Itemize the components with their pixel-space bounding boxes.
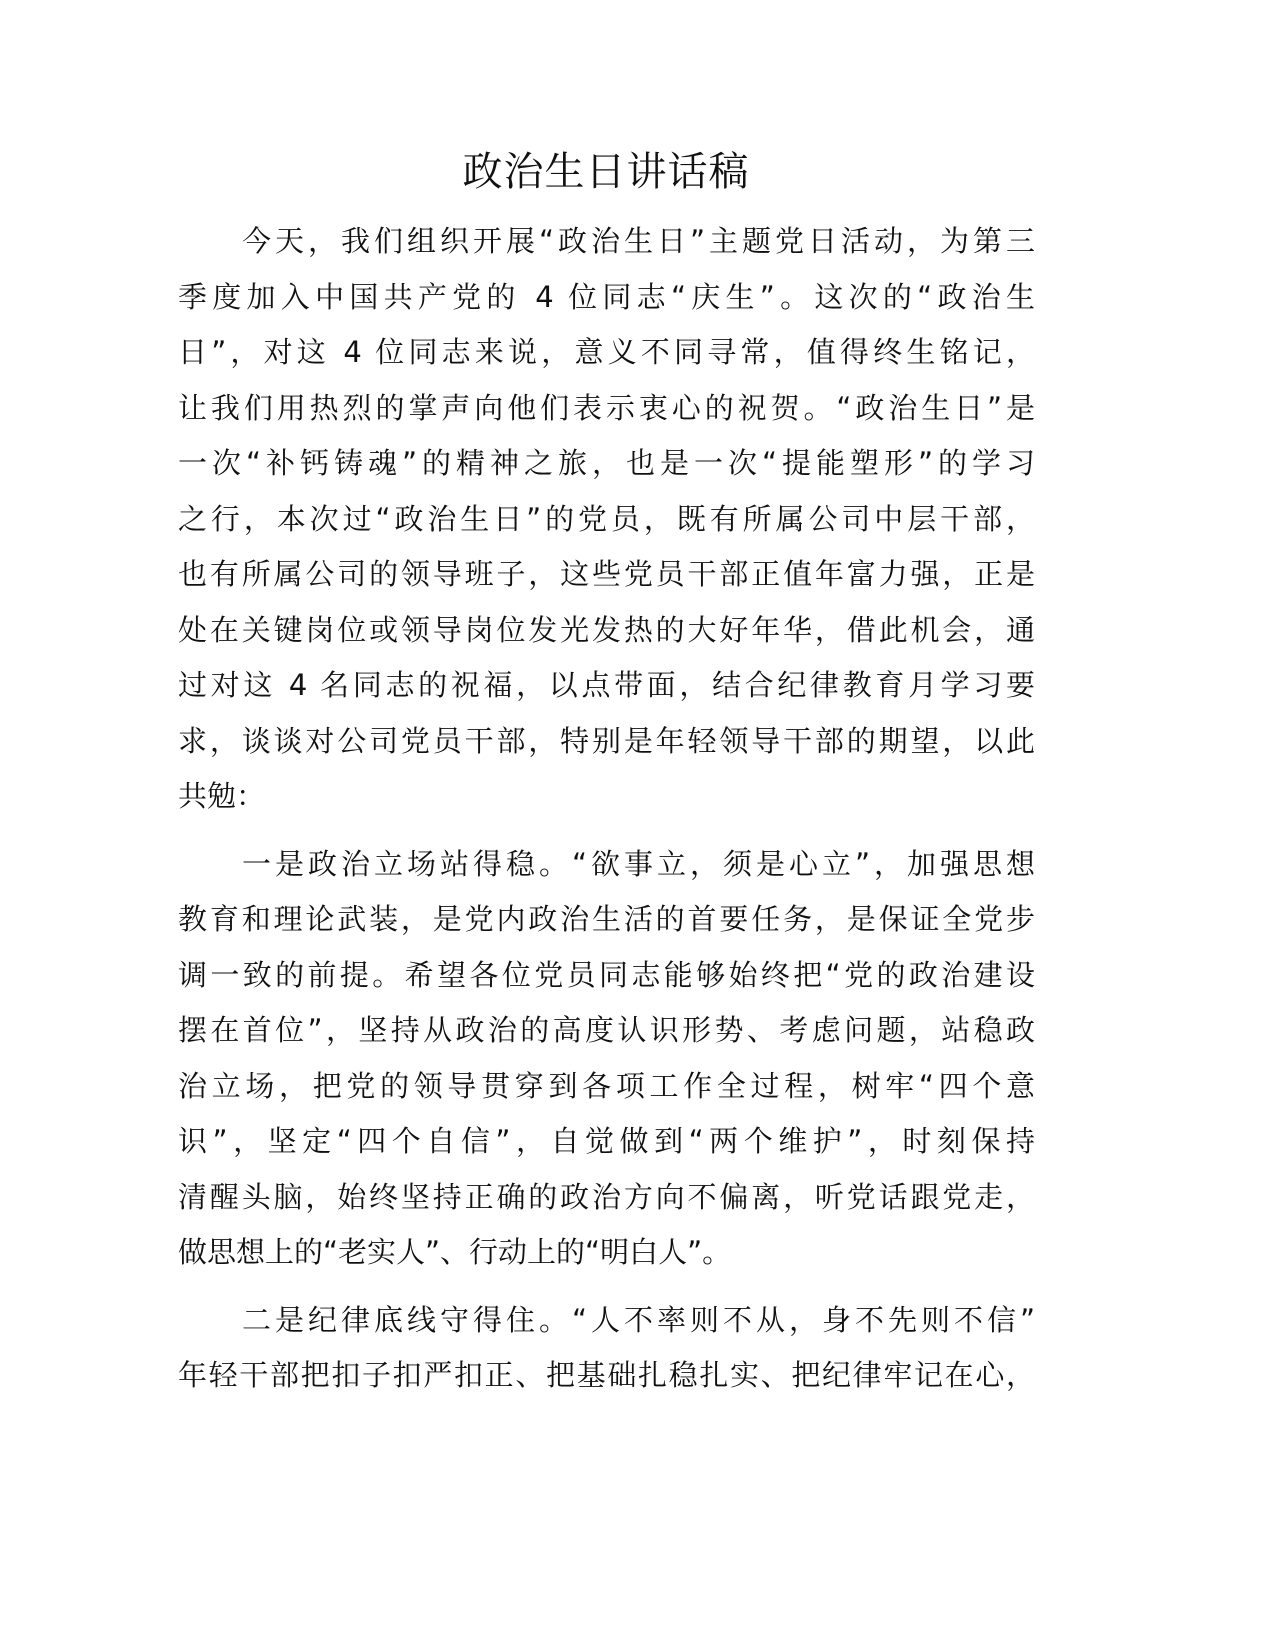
document-title: 政治生日讲话稿 bbox=[462, 149, 750, 195]
text-line: 也有所属公司的领导班子，这些党员干部正值年富力强，正是 bbox=[178, 557, 1035, 591]
text-line: 二是纪律底线守得住。“人不率则不从，身不先则不信” bbox=[242, 1302, 1035, 1337]
text-line: 今天，我们组织开展“政治生日”主题党日活动，为第三 bbox=[242, 224, 1035, 258]
paragraph-discipline bbox=[178, 1293, 1038, 1404]
text-line: 过对这 4 名同志的祝福，以点带面，结合纪律教育月学习要 bbox=[178, 668, 1035, 702]
text-line: 共勉： bbox=[178, 779, 266, 813]
text-line: 日”，对这 4 位同志来说，意义不同寻常，值得终生铭记， bbox=[178, 335, 1035, 369]
text-line: 清醒头脑，始终坚持正确的政治方向不偏离，听党话跟党走， bbox=[178, 1179, 1035, 1214]
text-line: 治立场，把党的领导贯穿到各项工作全过程，树牢“四个意 bbox=[178, 1068, 1035, 1103]
paragraph-spacer bbox=[178, 1281, 1038, 1293]
text-line: 调一致的前提。希望各位党员同志能够始终把“党的政治建设 bbox=[178, 957, 1035, 992]
text-line: 一次“补钙铸魂”的精神之旅，也是一次“提能塑形”的学习 bbox=[178, 446, 1035, 480]
text-line: 一是政治立场站得稳。“欲事立，须是心立”，加强思想 bbox=[242, 846, 1035, 881]
text-line: 让我们用热烈的掌声向他们表示衷心的祝贺。“政治生日”是 bbox=[178, 390, 1035, 425]
text-line: 摆在首位”，坚持从政治的高度认识形势、考虑问题，站稳政 bbox=[178, 1013, 1035, 1047]
text-line: 识”，坚定“四个自信”，自觉做到“两个维护”，时刻保持 bbox=[178, 1124, 1035, 1158]
text-line: 年轻干部把扣子扣严扣正、把基础扎稳扎实、把纪律牢记在心， bbox=[178, 1358, 1035, 1392]
text-line: 教育和理论武装，是党内政治生活的首要任务，是保证全党步 bbox=[178, 902, 1035, 936]
text-line: 求，谈谈对公司党员干部，特别是年轻领导干部的期望，以此 bbox=[178, 723, 1035, 758]
paragraph-political-stance bbox=[178, 837, 1038, 1281]
text-line: 做思想上的“老实人”、行动上的“明白人”。 bbox=[178, 1235, 732, 1269]
paragraph-spacer bbox=[178, 825, 1038, 837]
paragraph-intro bbox=[178, 214, 1038, 825]
text-line: 处在关键岗位或领导岗位发光发热的大好年华，借此机会，通 bbox=[178, 612, 1035, 647]
document-body bbox=[178, 214, 1038, 1404]
text-line: 季度加入中国共产党的 4 位同志“庆生”。这次的“政治生 bbox=[178, 279, 1035, 314]
text-line: 之行，本次过“政治生日”的党员，既有所属公司中层干部， bbox=[178, 501, 1035, 536]
